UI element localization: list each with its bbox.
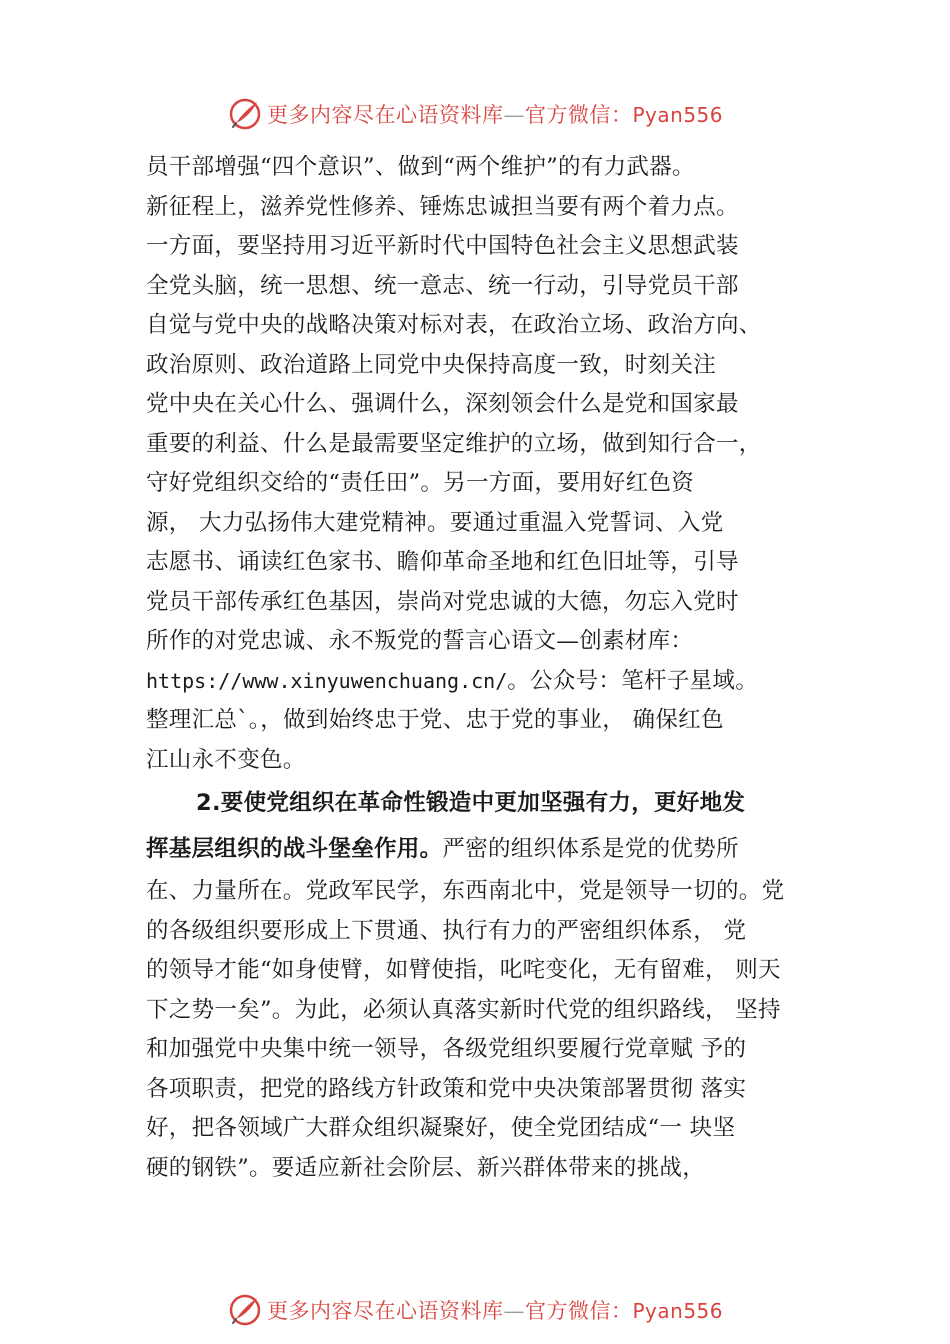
body-line: 自觉与党中央的战略决策对标对表，在政治立场、政治方向、 [146,312,762,338]
body-line: 党员干部传承红色基因，崇尚对党忠诚的大德，勿忘入党时 [146,588,739,615]
banner-wechat-id: Pyan556 [632,103,723,127]
body-line: 守好党组织交给的“责任田”。另一方面，要用好红色资 [146,470,695,496]
section-heading-tail: 严密的组织体系是党的优势所 [442,836,739,862]
body-line: 好，把各领域广大群众组织凝聚好，使全党团结成“一 块坚 [146,1115,736,1141]
section-heading-part1: 2.要使党组织在革命性锻造中更加坚强有力，更好地发 [196,790,746,816]
body-line: 员干部增强“四个意识”、做到“两个维护”的有力武器。 [146,154,695,180]
body-line: 的各级组织要形成上下贯通、执行有力的严密组织体系， 党 [146,917,747,944]
section-heading-continuation [146,826,836,872]
document-body [146,148,836,1188]
body-line: 一方面，要坚持用习近平新时代中国特色社会主义思想武装 [146,233,739,259]
url-line [146,662,836,702]
body-line: 志愿书、诵读红色家书、瞻仰革命圣地和红色旧址等，引导 [146,549,739,575]
body-line: 政治原则、政治道路上同党中央保持高度一致，时刻关注 [146,351,717,378]
body-line: 下之势一矣”。为此，必须认真落实新时代党的组织路线， 坚持 [146,996,781,1023]
section-heading [146,780,836,826]
body-line: 硬的钢铁”。要适应新社会阶层、新兴群体带来的挑战， [146,1154,706,1181]
feather-pen-seal-icon [227,96,263,132]
banner-separator: — [503,1299,525,1323]
body-line: 党中央在关心什么、强调什么，深刻领会什么是党和国家最 [146,391,739,417]
body-line: 在、力量所在。党政军民学，东西南北中，党是领导一切的。党 [146,878,785,904]
body-line: 源， 大力弘扬伟大建党精神。要通过重温入党誓词、入党 [146,509,724,536]
body-line: 所作的对党忠诚、永不叛党的誓言心语文—创素材库： [146,628,694,654]
banner-wechat-id: Pyan556 [632,1299,723,1323]
banner-text [267,99,723,129]
body-line: 重要的利益、什么是最需要坚定维护的立场，做到知行合一， [146,430,762,457]
banner-text [267,1295,723,1325]
source-url: https://www.xinyuwenchuang.cn/ [146,668,508,693]
body-line: 各项职责，把党的路线方针政策和党中央决策部署贯彻 落实 [146,1075,747,1102]
banner-main-text: 更多内容尽在心语资料库 [266,1299,504,1323]
banner-wechat-label: 官方微信： [524,1299,633,1323]
header-banner [0,94,950,134]
banner-main-text: 更多内容尽在心语资料库 [266,103,504,127]
body-line: 新征程上，滋养党性修养、锤炼忠诚担当要有两个着力点。 [146,193,739,220]
body-line: 整理汇总`。，做到始终忠于党、忠于党的事业， 确保红色 [146,707,724,733]
banner-separator: — [503,103,525,127]
section-heading-part2: 挥基层组织的战斗堡垒作用。 [146,836,443,862]
body-line: 和加强党中央集中统一领导，各级党组织要履行党章赋 予的 [146,1036,747,1062]
url-suffix: 。公众号：笔杆子星域。 [507,667,759,694]
footer-banner [0,1290,950,1330]
body-line: 全党头脑，统一思想、统一意志、统一行动，引导党员干部 [146,272,739,299]
body-line: 的领导才能“如身使臂，如臂使指，叱咤变化，无有留难， 则天 [146,957,781,983]
banner-wechat-label: 官方微信： [524,103,633,127]
feather-pen-seal-icon [227,1292,263,1328]
body-line: 江山永不变色。 [146,746,306,773]
